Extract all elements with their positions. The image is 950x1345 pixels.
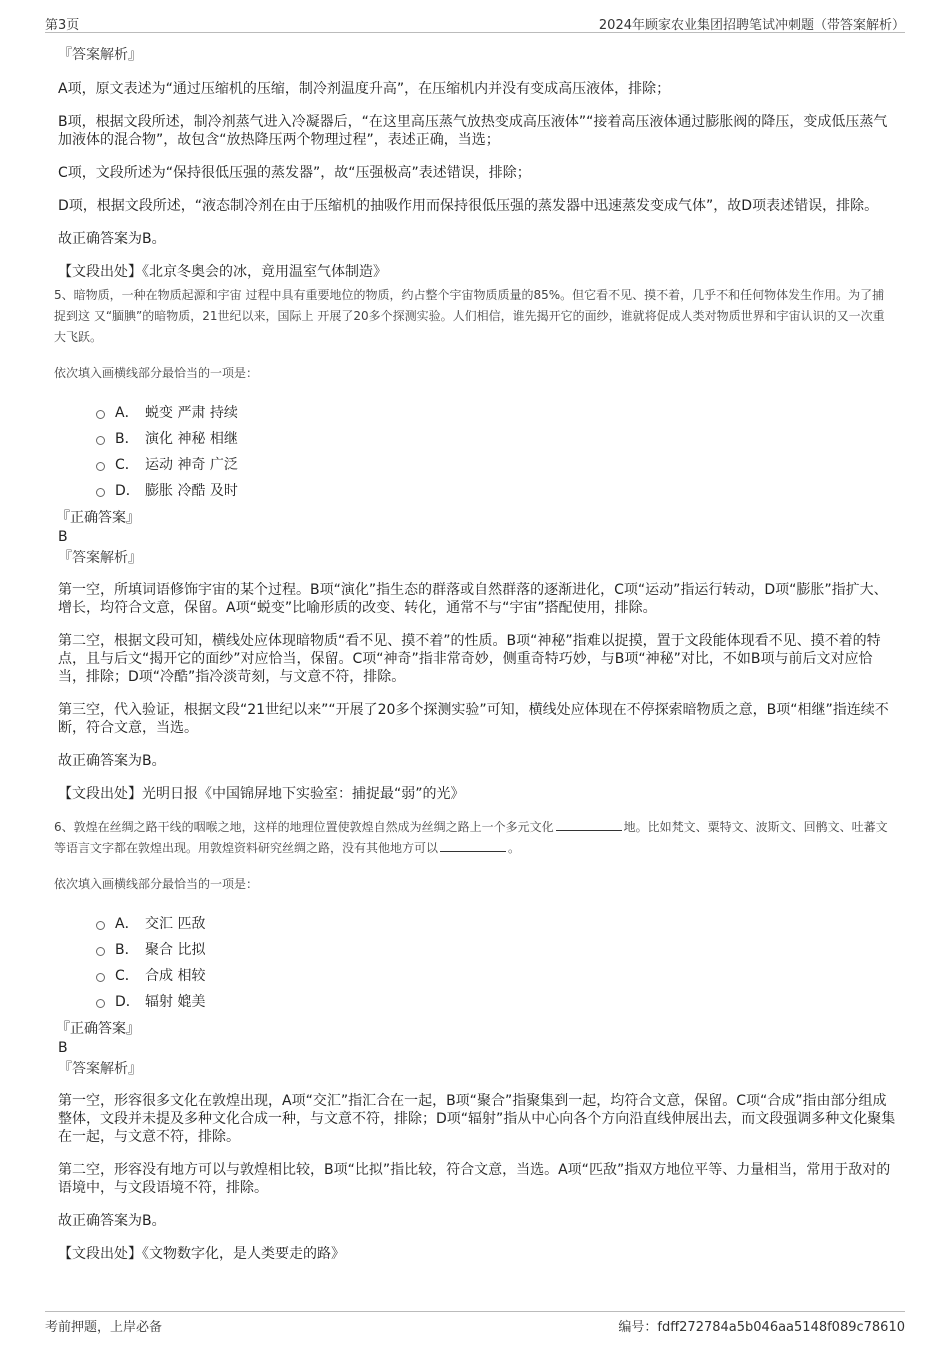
document-body [56,44,896,1278]
option-b[interactable]: B． 聚合 比拟 [96,936,896,962]
question-5-options [96,399,896,503]
analysis-paragraph: A项，原文表述为“通过压缩机的压缩，制冷剂温度升高”，在压缩机内并没有变成高压液体，排除； [58,81,671,97]
question-6-text: 6、敦煌在丝绸之路干线的咽喉之地，这样的地理位置使敦煌自然成为丝绸之路上一个多元文化 地。比如梵文、粟特文、波斯文、回鹘文、吐蕃文等语言文字都在敦煌出现。用敦煌资料研究丝绸之路，没有其他地方可以 。 [54,820,888,855]
option-d[interactable]: D． 膨胀 冷酷 及时 [96,477,896,503]
analysis-paragraph: B项，根据文段所述，制冷剂蒸气进入冷凝器后，“在这里高压蒸气放热变成高压液体”“接着高压液体通过膨胀阀的降压，变成低压蒸气加液体的混合物”，故包含“放热降压两个物理过程”，表述正确，当选； [58,114,888,148]
analysis-paragraph: 第一空，所填词语修饰宇宙的某个过程。B项“演化”指生态的群落或自然群落的逐渐进化，C项“运动”指运行转动，D项“膨胀”指扩大、增长，均符合文意，保留。A项“蜕变”比喻形质的改变、转化，通常不与“宇宙”搭配使用，排除。 [58,582,888,616]
question-5-instruction: 依次填入画横线部分最恰当的一项是： [54,366,259,380]
radio-icon[interactable] [96,999,105,1008]
page-footer [45,1311,905,1334]
correct-answer: B [58,1040,68,1056]
analysis-paragraph: 第三空，代入验证，根据文段“21世纪以来”“开展了20多个探测实验”可知，横线处应体现在不停探索暗物质之意，B项“相继”指连续不断，符合文意，当选。 [58,702,889,736]
radio-icon[interactable] [96,410,105,419]
radio-icon[interactable] [96,488,105,497]
answer-conclusion: 故正确答案为B。 [58,1213,166,1229]
analysis-label: 『答案解析』 [58,1061,142,1077]
analysis-paragraph: 第二空，形容没有地方可以与敦煌相比较，B项“比拟”指比较，符合文意，当选。A项“匹敌”指双方地位平等、力量相当，常用于敌对的语境中，与文段语境不符，排除。 [58,1162,891,1196]
correct-answer-label: 『正确答案』 [56,510,140,526]
question-5-text: 5、暗物质，一种在物质起源和宇宙 过程中具有重要地位的物质，约占整个宇宙物质质量的85%。但它看不见、摸不着，几乎不和任何物体发生作用。为了捕捉到这 又“腼腆”的暗物质，21世纪以来，国际上 开展了20多个探测实验。人们相信，谁先揭开它的面纱，谁就将促成人类对物质世界和宇宙认识的又一次重大飞跃。 [54,288,885,344]
footer-slogan: 考前押题，上岸必备 [45,1320,163,1335]
option-c[interactable]: C． 运动 神奇 广泛 [96,451,896,477]
analysis-paragraph: 第二空，根据文段可知，横线处应体现暗物质“看不见、摸不着”的性质。B项“神秘”指难以捉摸，置于文段能体现看不见、摸不着的特点，且与后文“揭开它的面纱”对应恰当，保留。C项“神奇”指非常奇妙，侧重奇特巧妙，与B项“神秘”对比，不如B项与前后文对应恰当，排除；D项“冷酷”指冷淡苛刻，与文意不符，排除。 [58,633,881,685]
radio-icon[interactable] [96,436,105,445]
radio-icon[interactable] [96,947,105,956]
question-6-instruction: 依次填入画横线部分最恰当的一项是： [54,877,259,891]
answer-conclusion: 故正确答案为B。 [58,231,166,247]
option-c[interactable]: C． 合成 相较 [96,962,896,988]
radio-icon[interactable] [96,921,105,930]
radio-icon[interactable] [96,973,105,982]
source-citation: 【文段出处】光明日报《中国锦屏地下实验室：捕捉最“弱”的光》 [58,786,465,802]
analysis-paragraph: D项，根据文段所述，“液态制冷剂在由于压缩机的抽吸作用而保持很低压强的蒸发器中迅速蒸发变成气体”，故D项表述错误，排除。 [58,198,879,214]
analysis-paragraph: C项，文段所述为“保持很低压强的蒸发器”，故“压强极高”表述错误，排除； [58,165,531,181]
question-6-options [96,910,896,1014]
analysis-label: 『答案解析』 [58,550,142,566]
option-a[interactable]: A． 交汇 匹敌 [96,910,896,936]
analysis-label: 『答案解析』 [58,47,142,63]
radio-icon[interactable] [96,462,105,471]
document-title: 2024年顾家农业集团招聘笔试冲刺题（带答案解析） [598,18,905,33]
option-b[interactable]: B． 演化 神秘 相继 [96,425,896,451]
source-citation: 【文段出处】《文物数字化，是人类要走的路》 [58,1246,345,1262]
option-a[interactable]: A． 蜕变 严肃 持续 [96,399,896,425]
source-citation: 【文段出处】《北京冬奥会的冰，竟用温室气体制造》 [58,264,387,280]
page-header [45,10,905,33]
answer-conclusion: 故正确答案为B。 [58,753,166,769]
analysis-paragraph: 第一空，形容很多文化在敦煌出现，A项“交汇”指汇合在一起，B项“聚合”指聚集到一起，均符合文意，保留。C项“合成”指由部分组成整体，文段并未提及多种文化合成一种，与文意不符，排除；D项“辐射”指从中心向各个方向沿直线伸展出去，而文段强调多种文化聚集在一起，与文意不符，排除。 [58,1093,896,1145]
page-number: 第3页 [45,18,80,33]
answer-blank [440,840,506,852]
correct-answer-label: 『正确答案』 [56,1021,140,1037]
answer-blank [556,819,622,831]
correct-answer: B [58,529,68,545]
option-d[interactable]: D． 辐射 媲美 [96,988,896,1014]
document-id: 编号：fdff272784a5b046aa5148f089c78610 [618,1320,905,1335]
